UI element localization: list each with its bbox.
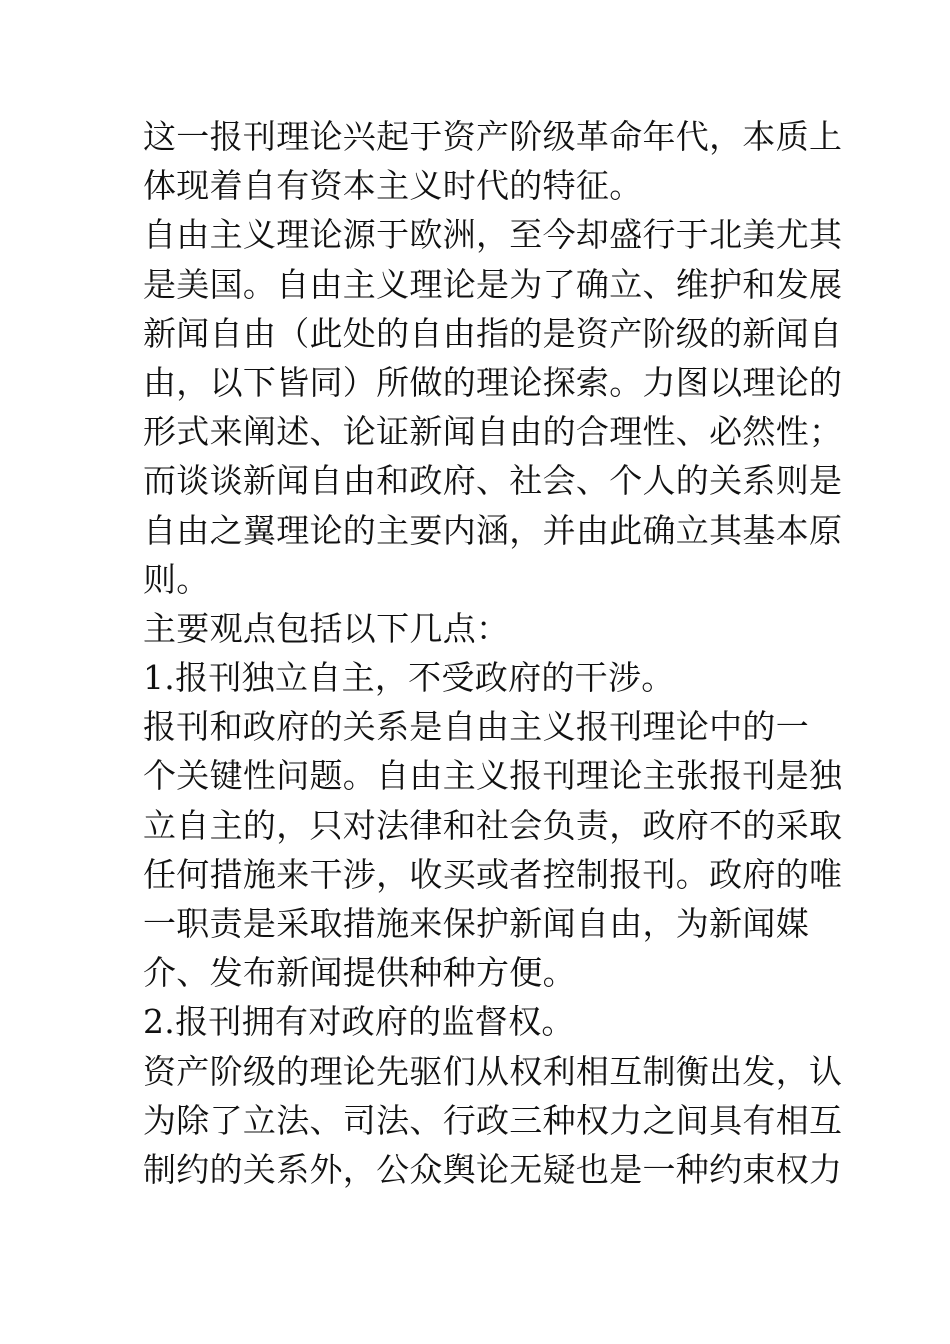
section-heading: 主要观点包括以下几点： (143, 608, 510, 648)
text-line: 而谈谈新闻自由和政府、社会、个人的关系则是 (143, 461, 843, 501)
text-line: 一职责是采取措施来保护新闻自由，为新闻媒 (143, 904, 809, 943)
text-line: 介、发布新闻提供种种方便。 (143, 953, 576, 993)
text-line: 形式来阐述、论证新闻自由的合理性、必然性； (143, 412, 843, 452)
text-line: 则。 (143, 559, 210, 599)
text-line: 资产阶级的理论先驱们从权利相互制衡出发，认 (143, 1051, 843, 1091)
text-line: 体现着自有资本主义时代的特征。 (143, 166, 643, 206)
text-line: 报刊和政府的关系是自由主义报刊理论中的一 (143, 707, 809, 747)
text-line: 新闻自由（此处的自由指的是资产阶级的新闻自 (143, 313, 843, 353)
text-line: 由，以下皆同）所做的理论探索。力图以理论的 (143, 362, 843, 402)
text-line: 为除了立法、司法、行政三种权力之间具有相互 (143, 1100, 843, 1140)
text-line: 自由之翼理论的主要内涵，并由此确立其基本原 (143, 510, 843, 550)
numbered-point-2: 2.报刊拥有对政府的监督权。 (143, 1002, 575, 1042)
text-line: 立自主的，只对法律和社会负责，政府不的采取 (143, 805, 843, 845)
text-line: 个关键性问题。自由主义报刊理论主张报刊是独 (143, 756, 843, 796)
body-text (143, 112, 843, 1194)
text-line: 自由主义理论源于欧洲，至今却盛行于北美尤其 (143, 215, 843, 255)
numbered-point-1: 1.报刊独立自主，不受政府的干涉。 (143, 658, 675, 698)
text-line: 这一报刊理论兴起于资产阶级革命年代，本质上 (143, 117, 843, 156)
text-line: 是美国。自由主义理论是为了确立、维护和发展 (143, 264, 843, 304)
text-line: 任何措施来干涉，收买或者控制报刊。政府的唯 (143, 854, 843, 894)
text-line: 制约的关系外，公众舆论无疑也是一种约束权力 (143, 1149, 843, 1189)
